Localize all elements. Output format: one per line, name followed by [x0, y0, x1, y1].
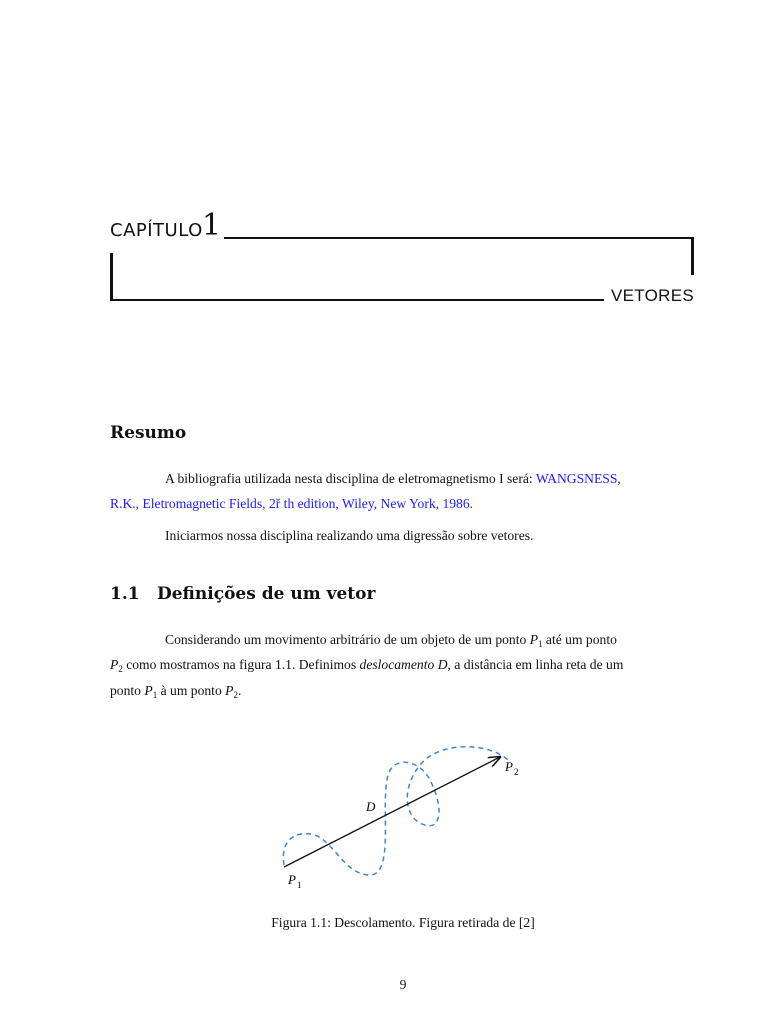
section-paragraph-line-3	[110, 683, 241, 699]
chapter-label: CAPÍTULO	[110, 220, 203, 241]
section-number: 1.1	[110, 584, 140, 604]
resumo-heading: Resumo	[110, 423, 187, 443]
text-run: à um ponto	[157, 683, 226, 698]
chapter-number: 1	[202, 208, 222, 243]
symbol-p2: P	[225, 683, 234, 698]
chapter-bottom-rule	[110, 299, 604, 301]
section-paragraph-line-2	[110, 657, 623, 673]
subscript: 2	[233, 690, 238, 700]
symbol-p1: P	[529, 632, 539, 647]
displacement-figure	[270, 735, 540, 895]
resumo-paragraph-line-1	[165, 471, 621, 487]
emphasis: deslocamento	[359, 657, 435, 672]
label-p2-sub: 2	[514, 767, 519, 777]
chapter-title: VETORES	[610, 286, 694, 305]
symbol-d: D	[437, 657, 448, 672]
resumo-paragraph-2: Iniciarmos nossa disciplina realizando uma digressão sobre vetores.	[165, 528, 534, 543]
subscript: 2	[118, 664, 123, 674]
label-p2: P	[505, 759, 513, 774]
arbitrary-path	[283, 747, 508, 875]
label-p1: P	[288, 872, 296, 887]
text-run: .	[237, 683, 242, 698]
symbol-p2: P	[110, 657, 119, 672]
subscript: 1	[538, 639, 543, 649]
text-run: como mostramos na figura 1.1. Definimos	[122, 657, 360, 672]
resumo-text: A bibliografia utilizada nesta disciplina de eletromagnetismo I será:	[165, 471, 536, 486]
bibliography-link[interactable]: WANGSNESS,	[535, 471, 621, 486]
text-run: até um ponto	[542, 632, 617, 647]
bibliography-link-continued[interactable]: R.K., Eletromagnetic Fields, 2ř th edition, Wiley, New York, 1986.	[110, 496, 474, 511]
chapter-left-bracket	[110, 253, 113, 301]
section-title: Definições de um vetor	[157, 584, 376, 604]
label-d: D	[366, 799, 376, 814]
text-run: , a distância em linha reta de um	[447, 657, 624, 672]
figure-caption: Figura 1.1: Descolamento. Figura retirada de [2]	[271, 915, 535, 930]
symbol-p1: P	[144, 683, 153, 698]
section-paragraph-line-1	[165, 632, 617, 648]
chapter-top-rule	[224, 237, 694, 239]
subscript: 1	[152, 690, 158, 700]
label-p1-sub: 1	[297, 880, 302, 890]
text-run: Considerando um movimento arbitrário de um objeto de um ponto	[165, 632, 530, 647]
chapter-right-bracket	[691, 237, 694, 275]
page-number: 9	[399, 977, 407, 992]
displacement-arrow	[284, 757, 500, 867]
text-run: ponto	[110, 683, 145, 698]
